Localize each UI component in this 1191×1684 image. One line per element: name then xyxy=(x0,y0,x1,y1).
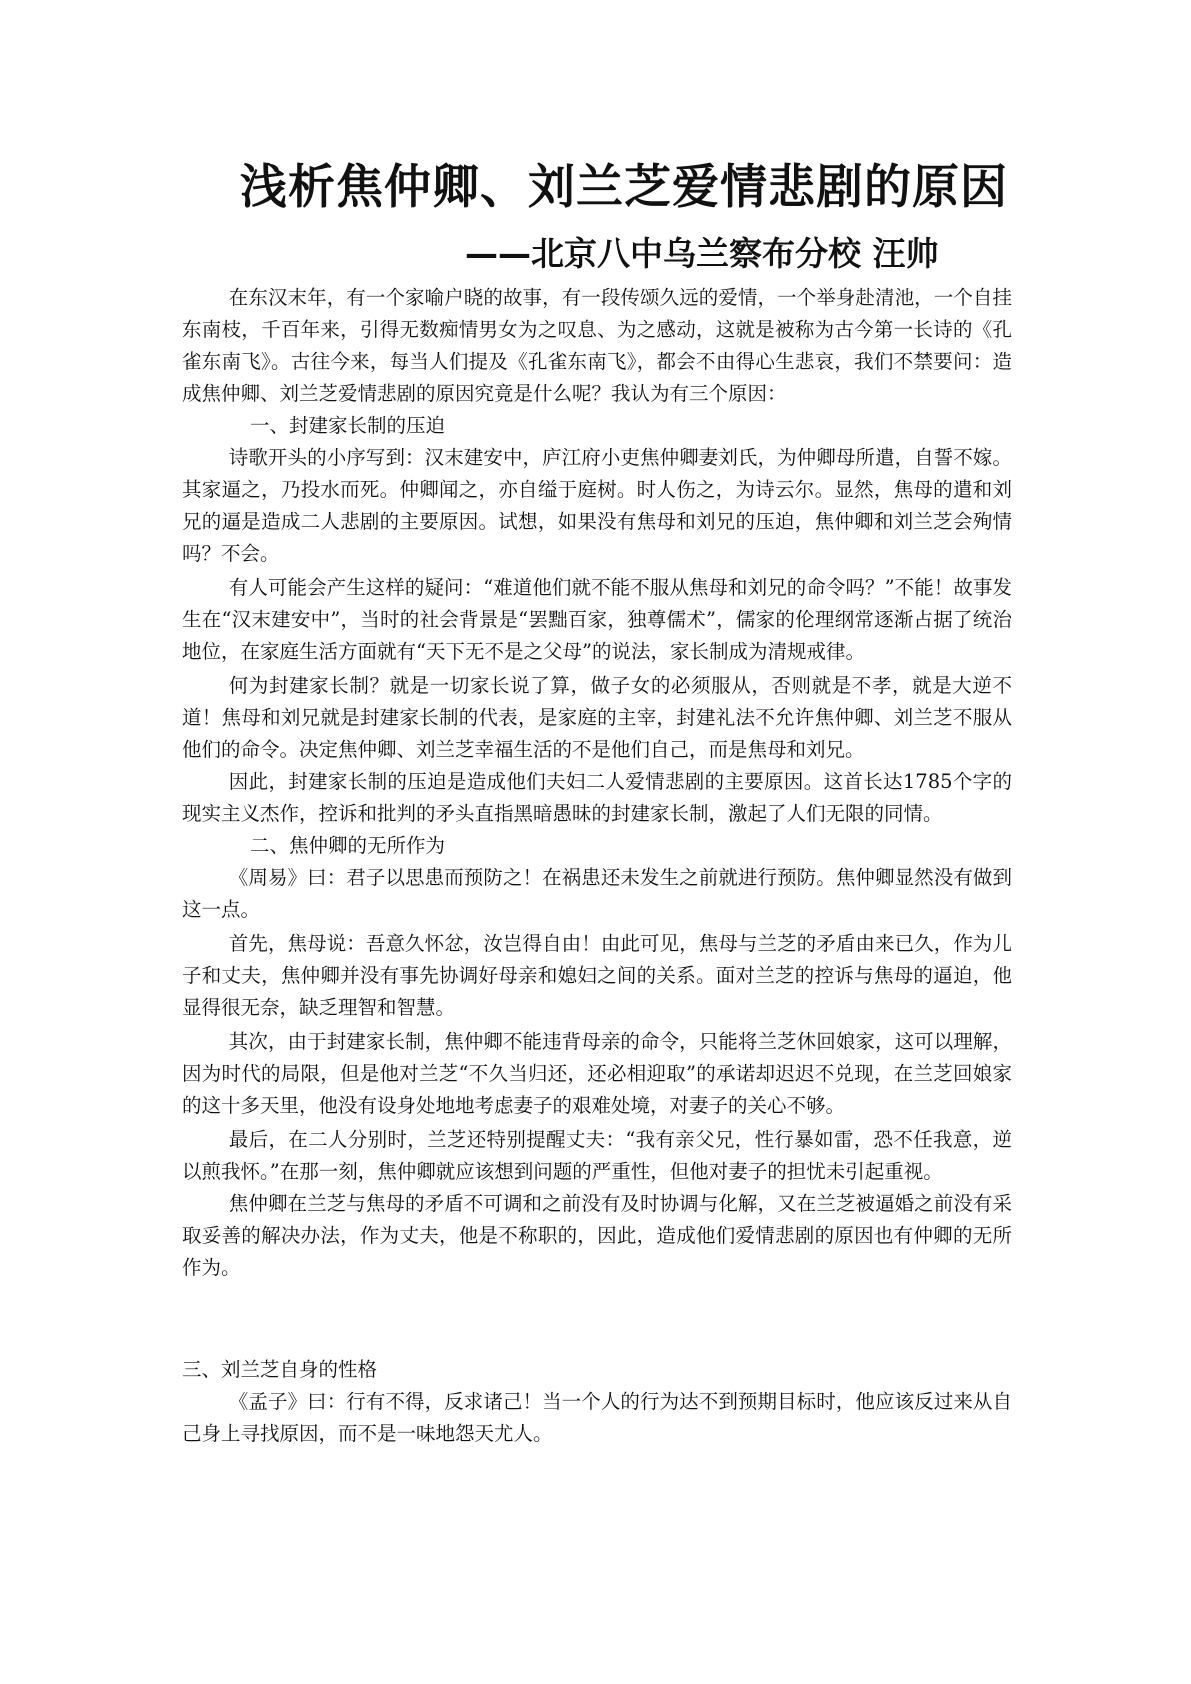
body-paragraph: 《周易》曰：君子以思患而预防之！在祸患还未发生之前就进行预防。焦仲卿显然没有做到这一点。 xyxy=(182,866,1012,921)
intro-paragraph: 在东汉末年，有一个家喻户晓的故事，有一段传颂久远的爱情，一个举身赴清池，一个自挂东南枝，千百年来，引得无数痴情男女为之叹息、为之感动，这就是被称为古今第一长诗的《孔雀东南飞》。古往今来，每当人们提及《孔雀东南飞》，都会不由得心生悲哀，我们不禁要问：造成焦仲卿、刘兰芝爱情悲剧的原因究竟是什么呢？我认为有三个原因： xyxy=(182,286,1012,405)
body-paragraph: 首先，焦母说：吾意久怀忿，汝岂得自由！由此可见，焦母与兰芝的矛盾由来已久，作为儿子和丈夫，焦仲卿并没有事先协调好母亲和媳妇之间的关系。面对兰芝的控诉与焦母的逼迫，他显得很无奈，缺乏理智和智慧。 xyxy=(182,932,1012,1019)
section-heading-3: 三、刘兰芝自身的性格 xyxy=(182,1358,378,1381)
body-paragraph: 何为封建家长制？就是一切家长说了算，做子女的必须服从，否则就是不孝，就是大逆不道！焦母和刘兄就是封建家长制的代表，是家庭的主宰，封建礼法不允许焦仲卿、刘兰芝不服从他们的命令。决定焦仲卿、刘兰芝幸福生活的不是他们自己，而是焦母和刘兄。 xyxy=(182,674,1012,761)
body-paragraph: 有人可能会产生这样的疑问：“难道他们就不能不服从焦母和刘兄的命令吗？”不能！故事发生在“汉末建安中”，当时的社会背景是“罢黜百家，独尊儒术”，儒家的伦理纲常逐渐占据了统治地位，在家庭生活方面就有“天下无不是之父母”的说法，家长制成为清规戒律。 xyxy=(182,576,1012,663)
body-paragraph: 因此，封建家长制的压迫是造成他们夫妇二人爱情悲剧的主要原因。这首长达1785个字的现实主义杰作，控诉和批判的矛头直指黑暗愚昧的封建家长制，激起了人们无限的同情。 xyxy=(182,770,1012,825)
document-body xyxy=(182,282,1012,1450)
section-heading-1: 一、封建家长制的压迫 xyxy=(250,414,446,437)
body-paragraph: 诗歌开头的小序写到：汉末建安中，庐江府小吏焦仲卿妻刘氏，为仲卿母所遣，自誓不嫁。其家逼之，乃投水而死。仲卿闻之，亦自缢于庭树。时人伤之，为诗云尔。显然，焦母的遣和刘兄的逼是造成二人悲剧的主要原因。试想，如果没有焦母和刘兄的压迫，焦仲卿和刘兰芝会殉情吗？不会。 xyxy=(182,446,1012,565)
document-title: 浅析焦仲卿、刘兰芝爱情悲剧的原因 xyxy=(240,160,1008,215)
body-paragraph: 最后，在二人分别时，兰芝还特别提醒丈夫：“我有亲父兄，性行暴如雷，恐不任我意，逆以煎我怀。”在那一刻，焦仲卿就应该想到问题的严重性，但他对妻子的担忧未引起重视。 xyxy=(182,1128,1012,1183)
section-heading-2: 二、焦仲卿的无所作为 xyxy=(250,834,446,857)
body-paragraph: 《孟子》曰：行有不得，反求诸己！当一个人的行为达不到预期目标时，他应该反过来从自己身上寻找原因，而不是一味地怨天尤人。 xyxy=(182,1390,1012,1445)
body-paragraph: 焦仲卿在兰芝与焦母的矛盾不可调和之前没有及时协调与化解，又在兰芝被逼婚之前没有采取妥善的解决办法，作为丈夫，他是不称职的，因此，造成他们爱情悲剧的原因也有仲卿的无所作为。 xyxy=(182,1192,1012,1279)
document-subtitle: ——北京八中乌兰察布分校 汪帅 xyxy=(465,234,939,273)
body-paragraph: 其次，由于封建家长制，焦仲卿不能违背母亲的命令，只能将兰芝休回娘家，这可以理解，因为时代的局限，但是他对兰芝“不久当归还，还必相迎取”的承诺却迟迟不兑现，在兰芝回娘家的这十多天里，他没有设身处地地考虑妻子的艰难处境，对妻子的关心不够。 xyxy=(182,1030,1012,1117)
